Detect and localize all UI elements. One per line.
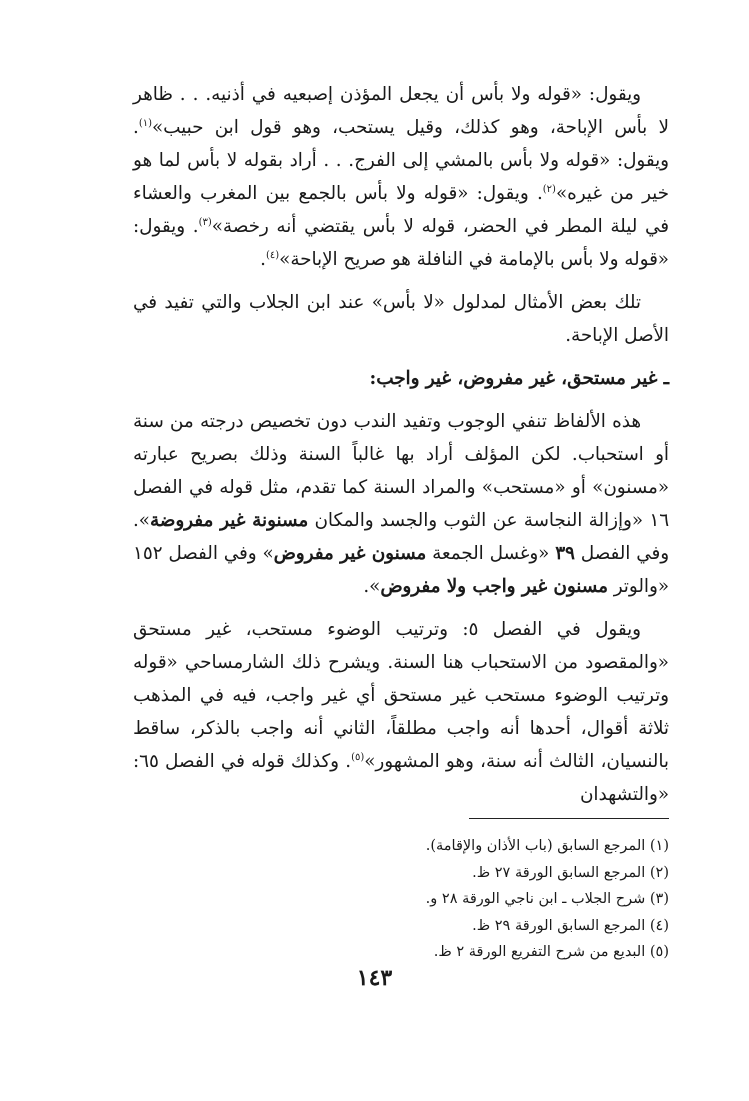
footnote-ref-2[interactable]: (٢): [542, 184, 556, 195]
paragraph-la-bas-examples: [133, 78, 669, 276]
paragraph-summary: [133, 286, 669, 352]
footnote-ref-4[interactable]: (٤): [265, 250, 280, 261]
paragraph-wudu-order: [133, 613, 669, 811]
footnote-1: (١) المرجع السابق (باب الأذان والإقامة).: [425, 838, 669, 854]
paragraph-terms-meaning: [133, 405, 669, 603]
text-run: ويقول: «قوله ولا بأس أن يجعل المؤذن إصبعيه في أذنيه. . . ظاهر لا بأس الإباحة، وهو كذلك، وقيل يستحب، وهو قول ابن حبيب»: [133, 84, 669, 138]
text-run: . ويقول: «قوله ولا بأس بالإمامة في النافلة هو صريح الإباحة»: [133, 216, 669, 270]
text-run: تلك بعض الأمثال لمدلول «لا بأس» عند ابن الجلاب والتي تفيد في الأصل الإباحة.: [133, 292, 669, 346]
text-run: . ويقول: «قوله ولا بأس بالجمع بين المغرب والعشاء في ليلة المطر في الحضر، قوله لا بأس يقتضي أنه رخصة»: [133, 183, 669, 237]
text-run: . ويقول: «قوله ولا بأس بالمشي إلى الفرج. . . أراد بقوله لا بأس لما هو خير من غيره»: [133, 117, 669, 204]
text-run: «وغسل الجمعة: [432, 543, 550, 564]
text-run: ».: [363, 576, 381, 597]
text-run: .: [260, 249, 266, 270]
text-run: ». وفي الفصل: [133, 510, 670, 564]
footnote-ref-1[interactable]: (١): [138, 118, 152, 129]
section-heading: ـ غير مستحق، غير مفروض، غير واجب:: [369, 368, 669, 389]
bold-phrase: مسنون غير واجب ولا مفروض: [380, 576, 608, 597]
footnotes-list: [133, 833, 669, 966]
main-text: [133, 78, 669, 811]
footnote-3: (٣) شرح الجلاب ـ ابن ناجي الورقة ٢٨ و.: [425, 891, 669, 907]
bold-phrase: مسنونة غير مفروضة: [150, 510, 309, 531]
bold-phrase: ٣٩: [555, 543, 575, 564]
footnote-2: (٢) المرجع السابق الورقة ٢٧ ظ.: [472, 864, 669, 881]
footnote-ref-5[interactable]: (٥): [351, 752, 365, 763]
footnote-5: (٥) البديع من شرح التفريع الورقة ٢ ظ.: [433, 944, 669, 960]
footnote-ref-3[interactable]: (٣): [198, 217, 212, 228]
page-number: ١٤٣: [356, 965, 393, 991]
text-run: هذه الألفاظ تنفي الوجوب وتفيد الندب دون تخصيص درجته من سنة أو استحباب. لكن المؤلف أراد بها غالباً السنة وذلك بصريح عبارته «مسنون» أو «مستحب» والمراد السنة كما تقدم، مثل قوله في الفصل ١٦ «وإزالة النجاسة عن الثوب والجسد والمكان: [133, 411, 670, 531]
text-run: . وكذلك قوله في الفصل ٦٥: «والتشهدان: [133, 751, 669, 805]
text-run: » وفي الفصل ١٥٢ «والوتر: [133, 543, 669, 597]
footnote-4: (٤) المرجع السابق الورقة ٢٩ ظ.: [472, 917, 669, 934]
footnote-separator: [469, 818, 669, 819]
text-run: ويقول في الفصل ٥: وترتيب الوضوء مستحب، غير مستحق «والمقصود من الاستحباب هنا السنة. ويشرح ذلك الشارمساحي «قوله وترتيب الوضوء مستحب غير مستحق أي غير واجب، فيه في المذهب ثلاثة أقوال، أحدها أنه واجب مطلقاً، الثاني أنه واجب بالذكر، ساقط بالنسيان، الثالث أنه سنة، وهو المشهور»: [133, 619, 669, 772]
bold-phrase: مسنون غير مفروض: [273, 543, 427, 564]
